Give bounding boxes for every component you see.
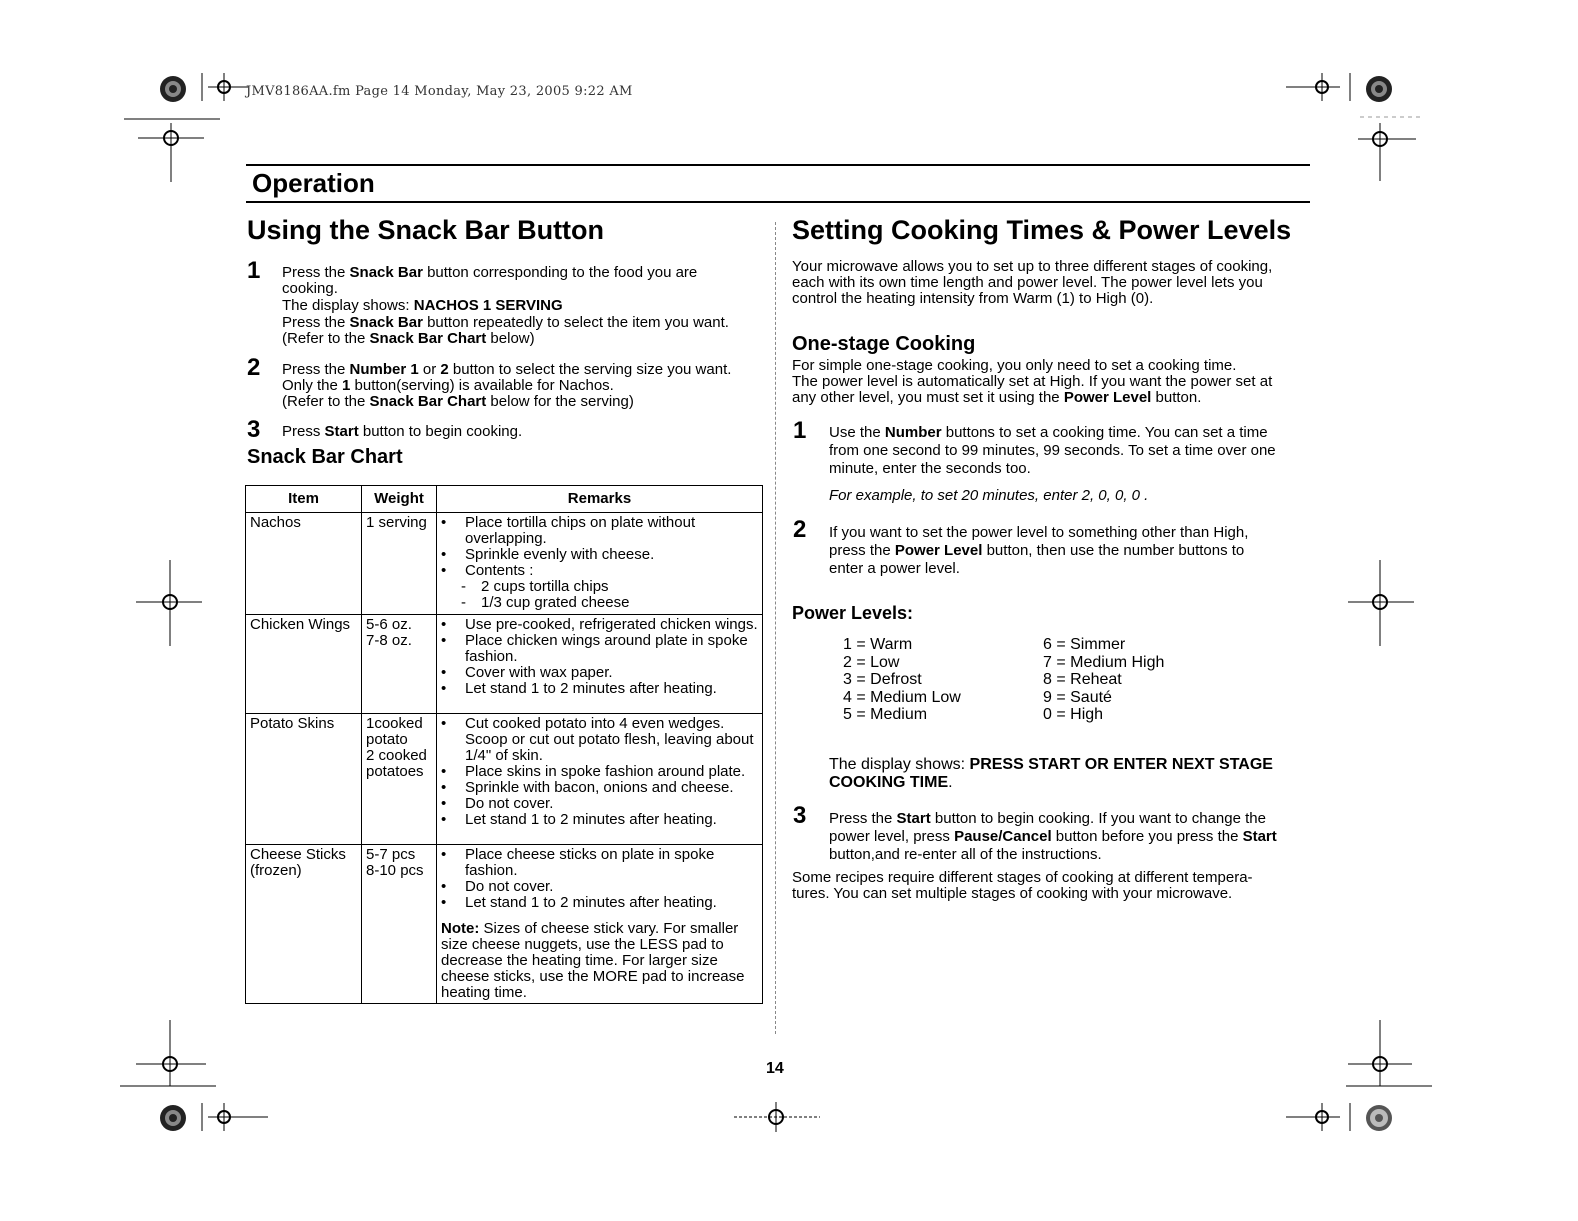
right-step-2-text: If you want to set the power level to something other than High, press the Power Level button, then use the number buttons to enter a power level. <box>829 524 1249 577</box>
display-message: The display shows: PRESS START OR ENTER NEXT STAGE COOKING TIME. <box>829 756 1273 791</box>
remarks-cell <box>437 513 763 615</box>
remark-item: • Let stand 1 to 2 minutes after heating. <box>441 812 758 828</box>
column-header: Remarks <box>437 486 763 513</box>
crosshair-icon <box>134 560 204 646</box>
table-row <box>246 714 763 845</box>
step-3-text: Press Start button to begin cooking. <box>282 423 523 440</box>
registration-mark-icon <box>1364 1103 1394 1133</box>
page-number: 14 <box>766 1060 784 1077</box>
power-level-item: 0 = High <box>1043 706 1104 724</box>
remarks-cell <box>437 845 763 1004</box>
power-levels-list-left <box>843 636 961 724</box>
item-cell: Chicken Wings <box>246 615 362 714</box>
item-cell: Potato Skins <box>246 714 362 845</box>
step-number: 1 <box>793 417 807 444</box>
file-slug: JMV8186AA.fm Page 14 Monday, May 23, 2005 9:22 AM <box>246 84 633 99</box>
crosshair-icon <box>732 1100 822 1134</box>
power-level-item: 3 = Defrost <box>843 671 922 689</box>
weight-cell: 5-7 pcs 8-10 pcs <box>362 845 437 1004</box>
item-cell: Nachos <box>246 513 362 615</box>
remark-item: • Place cheese sticks on plate in spoke fashion. <box>441 847 758 879</box>
power-levels-list-right <box>1043 636 1164 724</box>
weight-cell: 1cooked potato 2 cooked potatoes <box>362 714 437 845</box>
table-header-row <box>246 486 763 513</box>
remark-item: • Place tortilla chips on plate without overlapping. <box>441 515 758 547</box>
remark-item: • Place skins in spoke fashion around plate. <box>441 764 758 780</box>
header-rule-bottom <box>246 201 1310 203</box>
table-row <box>246 513 763 615</box>
closing-paragraph: Some recipes require different stages of cooking at different tempera- tures. You can set multiple stages of cooking with your microwave. <box>792 869 1253 902</box>
remark-item: • Let stand 1 to 2 minutes after heating. <box>441 681 758 697</box>
crosshair-icon <box>124 118 220 184</box>
step-number: 2 <box>793 516 807 543</box>
example-text: For example, to set 20 minutes, enter 2, 0, 0, 0 . <box>829 487 1149 504</box>
cooking-times-heading: Setting Cooking Times & Power Levels <box>792 215 1292 245</box>
power-level-item: 9 = Sauté <box>1043 688 1112 706</box>
crosshair-icon <box>1284 1100 1354 1134</box>
power-level-item: 6 = Simmer <box>1043 636 1126 653</box>
remark-item: • Do not cover. <box>441 796 758 812</box>
power-level-item: 1 = Warm <box>843 636 913 653</box>
snack-bar-heading: Using the Snack Bar Button <box>247 215 605 245</box>
crosshair-icon <box>120 1020 216 1088</box>
weight-cell: 1 serving <box>362 513 437 615</box>
power-levels-heading: Power Levels: <box>792 603 914 623</box>
registration-mark-icon <box>158 1103 188 1133</box>
step-2-text: Press the Number 1 or 2 button to select the serving size you want. Only the 1 button(serving) is available for Nachos. (Refer to the Snack Bar Chart below for the serving) <box>282 361 732 410</box>
one-stage-heading: One-stage Cooking <box>792 333 976 355</box>
remark-sub-item: - 1/3 cup grated cheese <box>441 595 758 611</box>
crosshair-icon <box>200 70 250 104</box>
remark-item: • Contents : <box>441 563 758 579</box>
remark-item: • Sprinkle evenly with cheese. <box>441 547 758 563</box>
intro-paragraph: Your microwave allows you to set up to three different stages of cooking, each with its own time length and power level. The power level lets you control the heating intensity from Warm (1) to High (0). <box>792 258 1273 307</box>
crosshair-icon <box>1350 115 1430 183</box>
column-divider <box>775 222 776 1034</box>
step-number: 2 <box>247 354 261 381</box>
step-number: 1 <box>247 257 261 284</box>
column-header: Weight <box>362 486 437 513</box>
remark-item: • Place chicken wings around plate in spoke fashion. <box>441 633 758 665</box>
remark-item: • Cut cooked potato into 4 even wedges. Scoop or cut out potato flesh, leaving about 1/4" of skin. <box>441 716 758 764</box>
remark-item: • Use pre-cooked, refrigerated chicken wings. <box>441 617 758 633</box>
power-level-item: 8 = Reheat <box>1043 671 1122 689</box>
weight-cell: 5-6 oz. 7-8 oz. <box>362 615 437 714</box>
table-row <box>246 615 763 714</box>
power-level-item: 7 = Medium High <box>1043 653 1165 671</box>
remark-item: • Sprinkle with bacon, onions and cheese. <box>441 780 758 796</box>
crosshair-icon <box>1346 560 1416 646</box>
step-number: 3 <box>247 416 261 443</box>
step-number: 3 <box>793 802 807 829</box>
right-step-1-text: Use the Number buttons to set a cooking time. You can set a time from one second to 99 minutes, 99 seconds. To set a time over one minute, enter the seconds too. For example, to set 20 minutes, enter 2, 0, 0, 0 . <box>829 424 1276 504</box>
snack-bar-chart-heading: Snack Bar Chart <box>247 446 403 468</box>
power-level-item: 4 = Medium Low <box>843 688 961 706</box>
remark-item: • Do not cover. <box>441 879 758 895</box>
remark-item: • Cover with wax paper. <box>441 665 758 681</box>
registration-mark-icon <box>1364 74 1394 104</box>
power-level-item: 5 = Medium <box>843 706 928 724</box>
power-level-item: 2 = Low <box>843 653 900 671</box>
crosshair-icon <box>200 1100 270 1134</box>
item-cell: Cheese Sticks (frozen) <box>246 845 362 1004</box>
remark-sub-item: - 2 cups tortilla chips <box>441 579 758 595</box>
section-title: Operation <box>252 168 375 198</box>
remark-item: • Let stand 1 to 2 minutes after heating. <box>441 895 758 911</box>
crosshair-icon <box>1346 1020 1432 1088</box>
remarks-cell <box>437 714 763 845</box>
step-1-text: Press the Snack Bar button corresponding to the food you are cooking. The display shows: NACHOS 1 SERVING Press the Snack Bar button repeatedly to select the item you want. (Refer to the Snack Bar Chart below) <box>282 264 729 347</box>
header-rule-top <box>246 164 1310 166</box>
column-header: Item <box>246 486 362 513</box>
cheese-stick-note: Note: Sizes of cheese stick vary. For smaller size cheese nuggets, use the LESS pad to decrease the heating time. For larger size cheese sticks, use the MORE pad to increase heating time. <box>441 920 745 1001</box>
crosshair-icon <box>1284 70 1354 104</box>
registration-mark-icon <box>158 74 188 104</box>
remarks-cell <box>437 615 763 714</box>
table-row <box>246 845 763 1004</box>
right-step-3-text: Press the Start button to begin cooking. If you want to change the power level, press Pause/Cancel button before you press the Start button,and re-enter all of the instructions. <box>829 810 1277 863</box>
snack-bar-chart-table <box>245 485 763 1004</box>
one-stage-paragraph: For simple one-stage cooking, you only need to set a cooking time. The power level is automatically set at High. If you want the power set at any other level, you must set it using the Power Level button. <box>792 357 1273 406</box>
